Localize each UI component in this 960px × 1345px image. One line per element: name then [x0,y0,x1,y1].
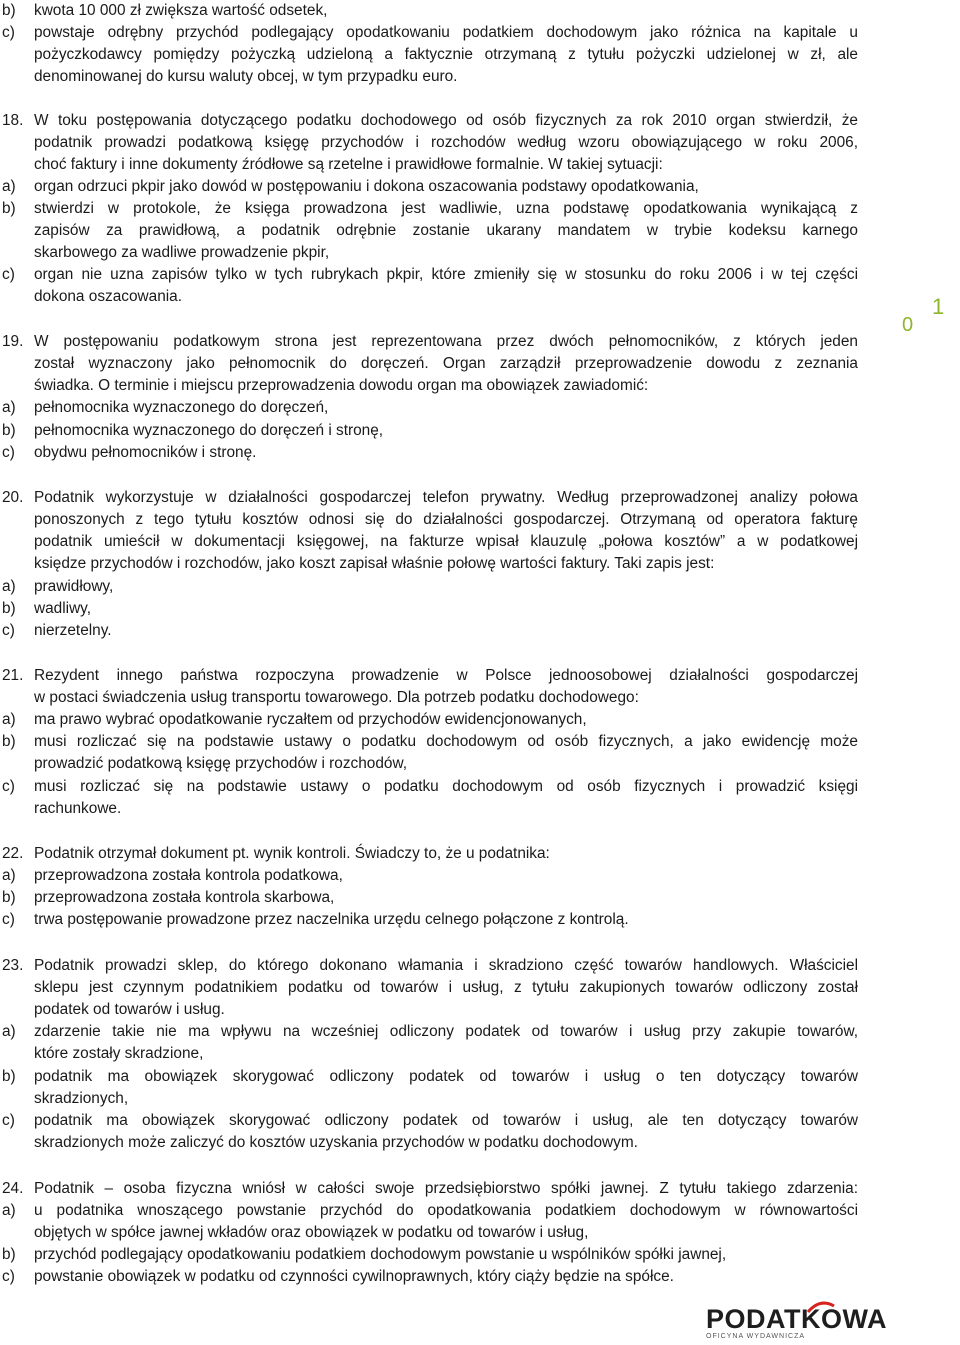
item-label: b) [2,200,16,217]
item-text: przeprowadzona została kontrola podatkowa, [34,867,343,884]
item-text: denominowanej do kursu waluty obcej, w tym przypadku euro. [34,68,458,85]
item-text: organ odrzuci pkpir jako dowód w postępowaniu i dokona oszacowania podstawy opodatkowania, [34,178,699,195]
item-text: Podatnik otrzymał dokument pt. wynik kontroli. Świadczy to, że u podatnika: [34,845,550,862]
item-label: b) [2,1246,16,1263]
item-text: Podatnik wykorzystuje w działalności gospodarczej telefon prywatny. Według przeprowadzonej analizy połowa [34,489,858,506]
item-text: zdarzenie takie nie ma wpływu na wcześniej odliczony podatek od towarów i usług przy zakupie towarów, [34,1023,858,1040]
item-text: objętych w spółce jawnej wkładów oraz obowiązek w podatku od towarów i usług, [34,1224,589,1241]
item-label: 21. [2,667,24,684]
item-label: c) [2,444,15,461]
item-label: a) [2,578,16,595]
item-label: 24. [2,1180,24,1197]
item-text: które zostały skradzione, [34,1045,204,1062]
item-label: b) [2,2,16,19]
item-text: choć faktury i inne dokumenty źródłowe są rzetelne i prawidłowe formalnie. W takiej sytuacji: [34,156,663,173]
item-label: c) [2,1112,15,1129]
item-text: ma prawo wybrać opodatkowanie ryczałtem od przychodów ewidencjonowanych, [34,711,587,728]
item-label: c) [2,1268,15,1285]
item-text: wadliwy, [34,600,92,617]
item-text: dokona oszacowania. [34,288,183,305]
item-text: powstaje odrębny przychód podlegający opodatkowaniu podatkiem dochodowym jako różnica na kapitale u [34,24,858,41]
item-label: a) [2,1202,16,1219]
item-text: prawidłowy, [34,578,114,595]
item-label: a) [2,867,16,884]
item-text: pożyczkodawcy pomiędzy pożyczką udzieloną a faktycznie otrzymaną z tytułu pożyczki udzielonej w zł, ale [34,46,858,63]
item-label: 18. [2,112,24,129]
item-text: W postępowaniu podatkowym strona jest reprezentowana przez dwóch pełnomocników, z których jeden [34,333,858,350]
item-label: a) [2,178,16,195]
item-text: podatek od towarów i usług. [34,1001,225,1018]
item-text: musi rozliczać się na podstawie ustawy o podatku dochodowym od osób fizycznych, a jako ewidencję może [34,733,858,750]
item-label: 22. [2,845,24,862]
item-text: musi rozliczać się na podstawie ustawy o podatku dochodowym od osób fizycznych i prowadzić księgi [34,778,858,795]
item-label: 19. [2,333,24,350]
item-text: trwa postępowanie prowadzone przez naczelnika urzędu celnego połączone z kontrolą. [34,911,629,928]
page-number-bottom: 0 [902,314,914,336]
item-text: Podatnik prowadzi sklep, do którego dokonano włamania i skradziono część towarów handlowych. Właściciel [34,957,858,974]
item-label: c) [2,778,15,795]
item-label: a) [2,399,16,416]
item-text: kwota 10 000 zł zwiększa wartość odsetek, [34,2,328,19]
item-label: c) [2,911,15,928]
item-text: Rezydent innego państwa rozpoczyna prowadzenie w Polsce jednoosobowej działalności gospodarczej [34,667,858,684]
page-number-top: 1 [932,294,945,319]
item-text: skarbowego za wadliwe prowadzenie pkpir, [34,244,330,261]
item-text: podatnik prowadzi podatkową księgę przychodów i rozchodów według wzoru obowiązującego w roku 2006, [34,134,858,151]
item-text: organ nie uzna zapisów tylko w tych rubrykach pkpir, które zmieniły się w stosunku do roku 2006 i w tej części [34,266,858,283]
item-text: nierzetelny. [34,622,112,639]
item-text: podatnik umieścił w dokumentacji księgowej, na fakturze wpisał klauzulę „połowa kosztów” a w podatkowej [34,533,858,550]
logo-tagline: OFICYNA WYDAWNICZA [706,1333,806,1340]
item-label: 23. [2,957,24,974]
logo-wordmark: PODATKOWA [706,1304,887,1334]
item-label: b) [2,1068,16,1085]
logo-swoosh-icon [806,1300,836,1314]
item-label: a) [2,711,16,728]
item-label: b) [2,889,16,906]
item-text: pełnomocnika wyznaczonego do doręczeń i stronę, [34,422,384,439]
item-text: stwierdzi w protokole, że księga prowadzona jest wadliwie, uzna podstawę opodatkowania wynikającą z [34,200,858,217]
item-label: b) [2,600,16,617]
item-text: został wyznaczony jako pełnomocnik do doręczeń. Organ zarządził przeprowadzenie dowodu z zeznania [34,355,858,372]
item-text: w postaci świadczenia usług transportu towarowego. Dla potrzeb podatku dochodowego: [34,689,639,706]
item-text: obydwu pełnomocników i stronę. [34,444,257,461]
item-text: sklepu jest czynnym podatnikiem podatku od towarów i usług, z tytułu zakupionych towarów odliczony został [34,979,858,996]
item-text: skradzionych może zaliczyć do kosztów uzyskania przychodów w podatku dochodowym. [34,1134,638,1151]
item-text: przeprowadzona została kontrola skarbowa, [34,889,335,906]
item-text: skradzionych, [34,1090,129,1107]
item-text: świadka. O terminie i miejscu przeprowadzenia dowodu organ ma obowiązek zawiadomić: [34,377,649,394]
item-text: rachunkowe. [34,800,122,817]
item-label: c) [2,266,15,283]
item-label: c) [2,24,15,41]
item-text: podatnik ma obowiązek skorygować odliczony podatek od towarów i usług o ten dotyczący towarów [34,1068,858,1085]
item-text: W toku postępowania dotyczącego podatku dochodowego od osób fizycznych za rok 2010 organ stwierdził, że [34,112,858,129]
item-text: podatnik ma obowiązek skorygować odliczony podatek od towarów i usług, ale ten dotyczący towarów [34,1112,858,1129]
item-text: zapisów za prawidłową, a podatnik odrębnie zostanie ukarany mandatem w trybie kodeksu karnego [34,222,858,239]
publisher-logo [706,1304,887,1342]
item-text: u podatnika wnoszącego powstanie przychód do opodatkowania podatkiem dochodowym w równowartości [34,1202,858,1219]
item-text: pełnomocnika wyznaczonego do doręczeń, [34,399,329,416]
item-text: prowadzić podatkową księgę przychodów i rozchodów, [34,755,407,772]
item-label: b) [2,422,16,439]
page-number-marker [900,294,956,350]
item-label: 20. [2,489,24,506]
item-label: b) [2,733,16,750]
item-text: Podatnik – osoba fizyczna wniósł w całości swoje przedsiębiorstwo spółki jawnej. Z tytułu takiego zdarzenia: [34,1180,858,1197]
item-text: ponoszonych z tego tytułu kosztów odnosi się do działalności gospodarczej. Otrzymaną od operatora fakturę [34,511,858,528]
item-label: c) [2,622,15,639]
item-text: powstanie obowiązek w podatku od czynności cywilnoprawnych, który ciąży będzie na spółce. [34,1268,674,1285]
item-label: a) [2,1023,16,1040]
item-text: księdze przychodów i rozchodów, jako koszt zapisał właśnie połowę wartości faktury. Taki zapis jest: [34,555,715,572]
item-text: przychód podlegający opodatkowaniu podatkiem dochodowym powstanie u wspólników spółki jawnej, [34,1246,727,1263]
